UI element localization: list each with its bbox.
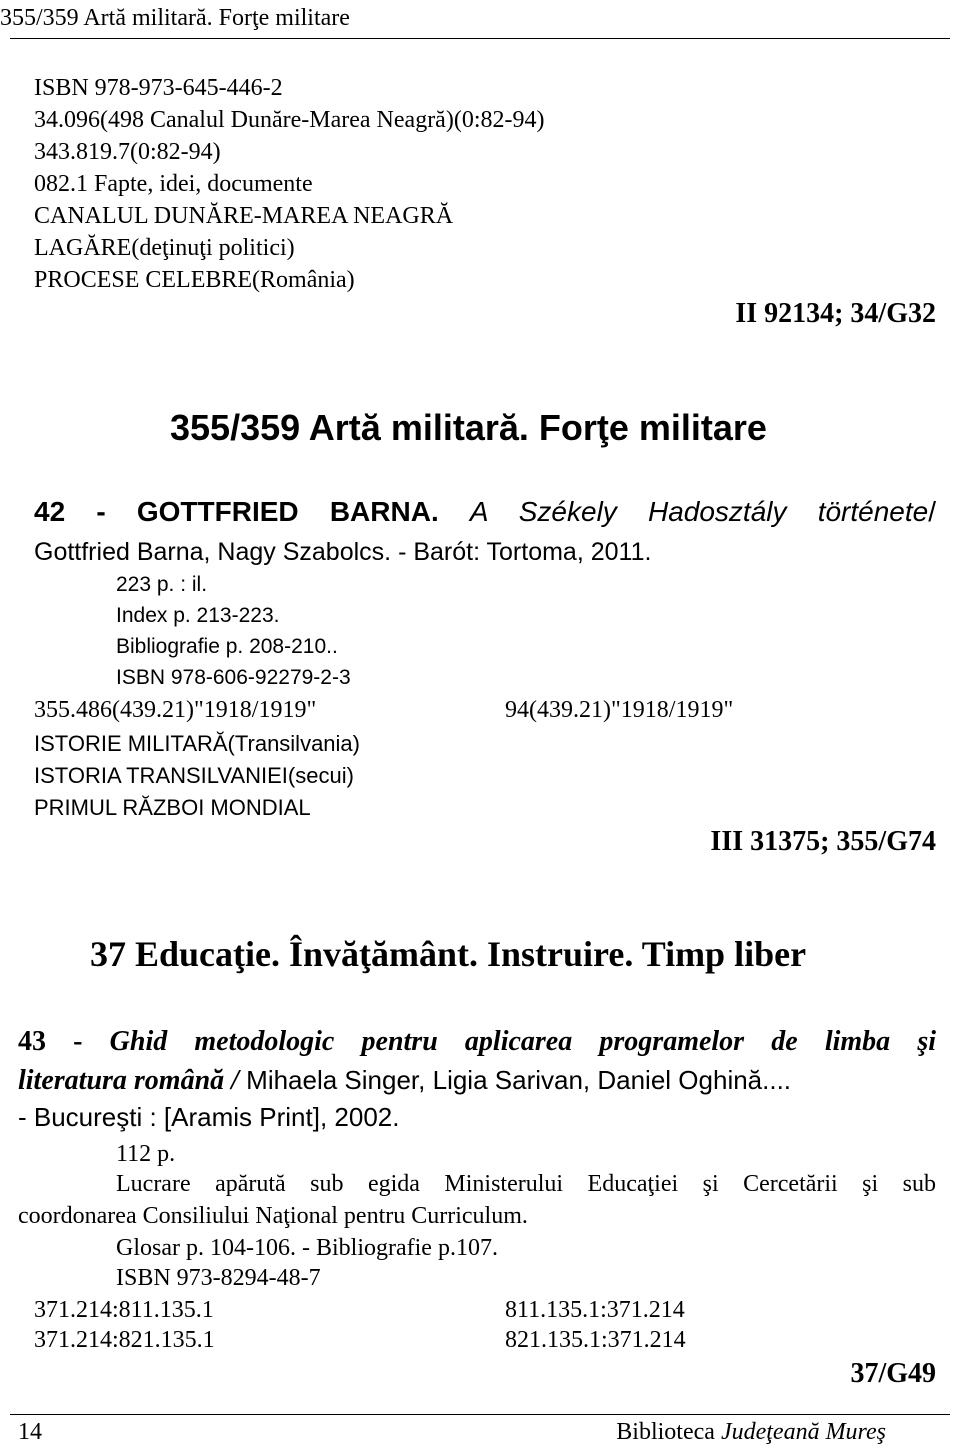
title-slash: / bbox=[928, 496, 936, 527]
entry-number: 42 - bbox=[34, 496, 106, 527]
section-heading: 37 Educaţie. Învăţământ. Instruire. Timp liber bbox=[90, 934, 807, 974]
call-number: III 31375; 355/G74 bbox=[710, 826, 936, 857]
entry-imprint: - Bucureşti : [Aramis Print], 2002. bbox=[18, 1102, 400, 1132]
header-rule bbox=[10, 38, 950, 39]
library-name: Biblioteca bbox=[616, 1419, 721, 1445]
entry-title: Ghid metodologic pentru aplicarea programelor de limba şi bbox=[109, 1026, 936, 1057]
entry-note: Lucrare apărută sub egida Ministerului Educaţiei şi Cercetării şi sub bbox=[116, 1171, 936, 1197]
library-name-italic: Judeţeană Mureş bbox=[720, 1419, 886, 1445]
entry-pages: 223 p. : il. bbox=[116, 573, 208, 596]
entry-authors: Mihaela Singer, Ligia Sarivan, Daniel Oghină.... bbox=[238, 1065, 792, 1095]
class-number-left: 371.214:811.135.1 bbox=[34, 1297, 214, 1323]
entry-line: CANALUL DUNĂRE-MAREA NEAGRĂ bbox=[34, 203, 454, 229]
entry-number: 43 - bbox=[18, 1026, 83, 1057]
footer-library bbox=[616, 1418, 886, 1446]
entry-title-line bbox=[34, 496, 936, 528]
entry-glossary: Glosar p. 104-106. - Bibliografie p.107. bbox=[116, 1235, 498, 1261]
subject-heading: ISTORIE MILITARĂ(Transilvania) bbox=[34, 731, 360, 756]
subject-heading: PRIMUL RĂZBOI MONDIAL bbox=[34, 795, 311, 820]
section-heading: 355/359 Artă militară. Forţe militare bbox=[170, 407, 767, 448]
entry-isbn: ISBN 973-8294-48-7 bbox=[116, 1265, 321, 1291]
call-number: II 92134; 34/G32 bbox=[735, 298, 936, 329]
entry-line: LAGĂRE(deţinuţi politici) bbox=[34, 235, 295, 261]
entry-index: Index p. 213-223. bbox=[116, 604, 280, 627]
entry-line: 34.096(498 Canalul Dunăre-Marea Neagră)(0:82-94) bbox=[34, 107, 545, 133]
entry-line: ISBN 978-973-645-446-2 bbox=[34, 75, 283, 101]
footer-rule bbox=[10, 1414, 950, 1415]
entry-title: A Székely Hadosztály története bbox=[469, 496, 929, 527]
entry-title-line bbox=[18, 1026, 936, 1058]
entry-title-cont: literatura română / bbox=[18, 1065, 239, 1096]
entry-line: 082.1 Fapte, idei, documente bbox=[34, 171, 313, 197]
call-number: 37/G49 bbox=[850, 1358, 936, 1389]
entry-title-line-2 bbox=[18, 1064, 791, 1097]
running-header: 355/359 Artă militară. Forţe militare bbox=[0, 5, 350, 31]
entry-isbn: ISBN 978-606-92279-2-3 bbox=[116, 666, 351, 689]
class-number-right: 821.135.1:371.214 bbox=[505, 1327, 686, 1353]
entry-pages: 112 p. bbox=[116, 1141, 176, 1167]
page-number: 14 bbox=[18, 1419, 42, 1445]
entry-line: PROCESE CELEBRE(România) bbox=[34, 267, 355, 293]
entry-author: GOTTFRIED BARNA. bbox=[136, 496, 439, 527]
entry-bibliography: Bibliografie p. 208-210.. bbox=[116, 635, 338, 658]
entry-note-cont: coordonarea Consiliului Naţional pentru Curriculum. bbox=[18, 1203, 528, 1229]
class-number-right: 94(439.21)"1918/1919" bbox=[505, 697, 734, 723]
subject-heading: ISTORIA TRANSILVANIEI(secui) bbox=[34, 763, 354, 788]
entry-authors: Gottfried Barna, Nagy Szabolcs. - Barót: Tortoma, 2011. bbox=[34, 538, 652, 566]
class-number-left: 355.486(439.21)"1918/1919" bbox=[34, 697, 317, 723]
entry-line: 343.819.7(0:82-94) bbox=[34, 139, 221, 165]
class-number-right: 811.135.1:371.214 bbox=[505, 1297, 685, 1323]
class-number-left: 371.214:821.135.1 bbox=[34, 1327, 215, 1353]
